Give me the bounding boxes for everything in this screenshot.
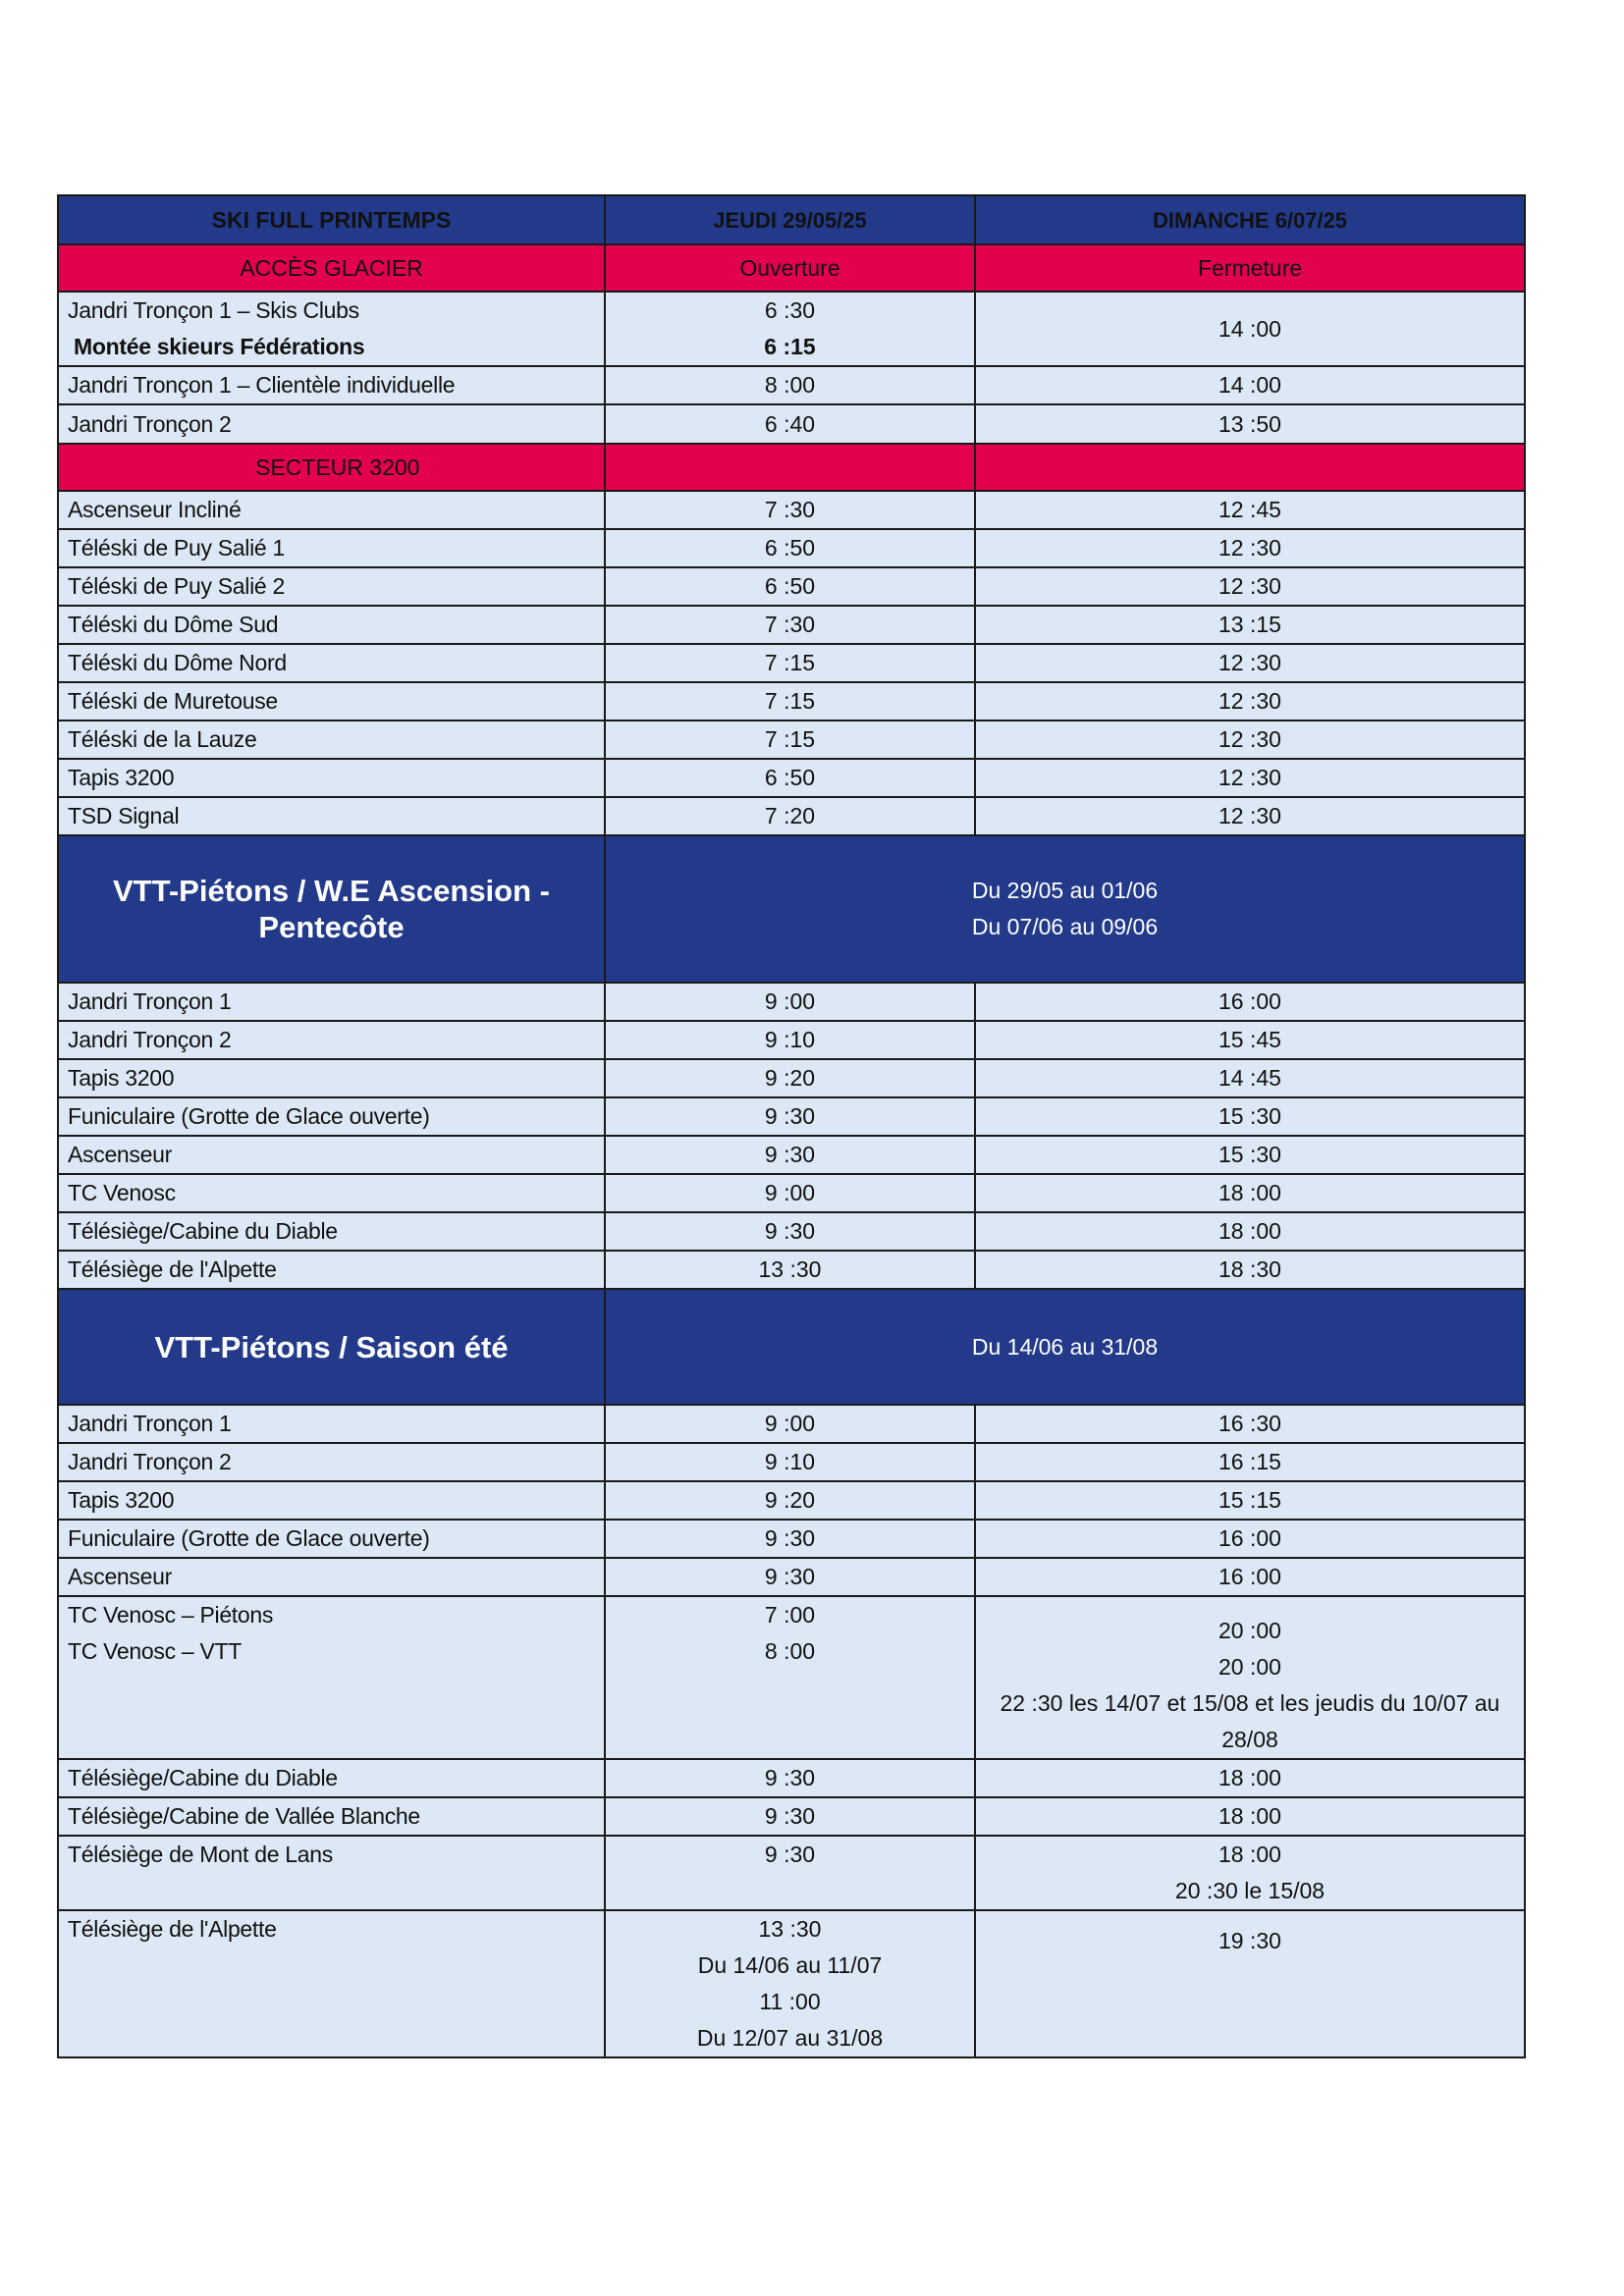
lift-name: TSD Signal <box>58 797 605 835</box>
close-time: 20 :00 <box>1218 1618 1281 1643</box>
ascension-section-title: VTT-Piétons / W.E Ascension - Pentecôte <box>58 835 605 983</box>
lift-name: TC Venosc <box>58 1174 605 1212</box>
lift-name: Télésiège/Cabine de Vallée Blanche <box>58 1797 605 1836</box>
close-time: 12 :30 <box>975 682 1525 721</box>
close-time: 18 :00 <box>1218 1842 1281 1867</box>
table-row <box>58 797 1525 835</box>
lift-name: Ascenseur <box>58 1558 605 1596</box>
open-time-secondary: 11 :00 <box>759 1989 821 2014</box>
table-row <box>58 1797 1525 1836</box>
open-time: 6 :50 <box>605 759 975 797</box>
ascension-range-2: Du 07/06 au 09/06 <box>971 914 1159 939</box>
table-row <box>58 1136 1525 1174</box>
table-row <box>58 1405 1525 1443</box>
lift-name: Ascenseur <box>58 1136 605 1174</box>
open-period: Du 14/06 au 11/07 <box>697 1952 883 1978</box>
open-time: 7 :30 <box>605 606 975 644</box>
open-time: 9 :00 <box>605 1405 975 1443</box>
table-row <box>58 491 1525 529</box>
open-time: 9 :10 <box>605 1443 975 1481</box>
open-period-secondary: Du 12/07 au 31/08 <box>696 2025 884 2051</box>
lift-name: Tapis 3200 <box>58 1059 605 1097</box>
table-row <box>58 292 1525 366</box>
close-time: 18 :00 <box>975 1759 1525 1797</box>
open-time: 9 :00 <box>605 1174 975 1212</box>
lift-name: Funiculaire (Grotte de Glace ouverte) <box>58 1520 605 1558</box>
close-time: 16 :00 <box>975 1558 1525 1596</box>
table-row <box>58 1520 1525 1558</box>
table-row <box>58 1097 1525 1136</box>
open-time: 7 :20 <box>605 797 975 835</box>
close-time: 18 :00 <box>975 1797 1525 1836</box>
table-row <box>58 1251 1525 1289</box>
lift-name: Jandri Tronçon 1 – Skis Clubs <box>68 297 359 323</box>
open-time: 6 :30 <box>764 297 816 323</box>
date-open-header: JEUDI 29/05/25 <box>605 195 975 244</box>
open-time: 7 :15 <box>605 644 975 682</box>
table-title: SKI FULL PRINTEMPS <box>58 195 605 244</box>
close-time: 12 :30 <box>975 797 1525 835</box>
lift-name-secondary: TC Venosc – VTT <box>68 1638 243 1664</box>
lift-name: Télésiège de l'Alpette <box>58 1910 605 2057</box>
lift-name: Téléski de Muretouse <box>58 682 605 721</box>
close-time-note: 22 :30 les 14/07 et 15/08 et les jeudis du 10/07 au 28/08 <box>1000 1690 1500 1752</box>
open-time: 9 :00 <box>605 983 975 1021</box>
ete-section-title: VTT-Piétons / Saison été <box>58 1289 605 1405</box>
schedule-table <box>57 194 1526 2058</box>
open-time: 7 :15 <box>605 721 975 759</box>
table-row <box>58 644 1525 682</box>
lift-name: TC Venosc – Piétons <box>68 1602 274 1628</box>
table-row <box>58 1212 1525 1251</box>
lift-name: Télésiège de l'Alpette <box>58 1251 605 1289</box>
secteur-header-row <box>58 444 1525 491</box>
glacier-section-title: ACCÈS GLACIER <box>58 244 605 292</box>
lift-name-secondary: Montée skieurs Fédérations <box>74 334 365 359</box>
close-time: 12 :30 <box>975 721 1525 759</box>
date-close-header: DIMANCHE 6/07/25 <box>975 195 1525 244</box>
table-row <box>58 1059 1525 1097</box>
open-time: 6 :50 <box>605 567 975 606</box>
open-time-secondary: 6 :15 <box>764 334 816 359</box>
table-row <box>58 366 1525 404</box>
lift-name: Funiculaire (Grotte de Glace ouverte) <box>58 1097 605 1136</box>
table-row <box>58 1174 1525 1212</box>
table-row <box>58 983 1525 1021</box>
close-time: 14 :00 <box>975 366 1525 404</box>
lift-name: Ascenseur Incliné <box>58 491 605 529</box>
ete-header-row <box>58 1289 1525 1405</box>
close-time: 12 :30 <box>975 644 1525 682</box>
close-time: 19 :30 <box>975 1910 1525 2057</box>
close-time: 16 :00 <box>975 983 1525 1021</box>
lift-name: Tapis 3200 <box>58 1481 605 1520</box>
table-row <box>58 606 1525 644</box>
lift-name: Téléski du Dôme Nord <box>58 644 605 682</box>
close-time: 18 :00 <box>975 1174 1525 1212</box>
open-time: 9 :10 <box>605 1021 975 1059</box>
lift-name: Téléski de la Lauze <box>58 721 605 759</box>
lift-name: Jandri Tronçon 1 <box>58 1405 605 1443</box>
close-time: 12 :30 <box>975 529 1525 567</box>
header-row <box>58 195 1525 244</box>
close-time: 16 :15 <box>975 1443 1525 1481</box>
lift-name: Jandri Tronçon 1 – Clientèle individuelle <box>58 366 605 404</box>
table-row <box>58 1558 1525 1596</box>
open-time: 9 :20 <box>605 1059 975 1097</box>
close-time: 15 :30 <box>975 1097 1525 1136</box>
table-row <box>58 1443 1525 1481</box>
table-row <box>58 1481 1525 1520</box>
table-row <box>58 759 1525 797</box>
close-time: 18 :00 <box>975 1212 1525 1251</box>
secteur-section-title: SECTEUR 3200 <box>58 444 605 491</box>
lift-name: Téléski de Puy Salié 1 <box>58 529 605 567</box>
close-time: 16 :30 <box>975 1405 1525 1443</box>
close-time: 15 :45 <box>975 1021 1525 1059</box>
close-time: 13 :15 <box>975 606 1525 644</box>
close-time: 12 :45 <box>975 491 1525 529</box>
table-row <box>58 567 1525 606</box>
ascension-range-1: Du 29/05 au 01/06 <box>971 878 1159 903</box>
table-row <box>58 1021 1525 1059</box>
close-time: 14 :00 <box>975 292 1525 366</box>
close-time: 15 :15 <box>975 1481 1525 1520</box>
open-time: 7 :30 <box>605 491 975 529</box>
ete-range: Du 14/06 au 31/08 <box>605 1289 1525 1405</box>
lift-name: Télésiège/Cabine du Diable <box>58 1212 605 1251</box>
ascension-header-row <box>58 835 1525 983</box>
glacier-header-row <box>58 244 1525 292</box>
close-time: 14 :45 <box>975 1059 1525 1097</box>
table-row <box>58 1596 1525 1759</box>
lift-name: Jandri Tronçon 1 <box>58 983 605 1021</box>
open-time: 9 :30 <box>605 1797 975 1836</box>
open-time: 9 :30 <box>605 1836 975 1910</box>
table-row <box>58 1910 1525 2057</box>
column-open-label: Ouverture <box>605 244 975 292</box>
open-time: 7 :00 <box>764 1602 816 1628</box>
open-time: 9 :30 <box>605 1212 975 1251</box>
close-time: 12 :30 <box>975 759 1525 797</box>
close-time: 15 :30 <box>975 1136 1525 1174</box>
lift-name: Téléski du Dôme Sud <box>58 606 605 644</box>
open-time: 9 :30 <box>605 1558 975 1596</box>
lift-name: Téléski de Puy Salié 2 <box>58 567 605 606</box>
open-time: 9 :30 <box>605 1097 975 1136</box>
close-time-note: 20 :30 le 15/08 <box>1174 1878 1326 1903</box>
lift-name: Jandri Tronçon 2 <box>58 404 605 444</box>
open-time: 6 :50 <box>605 529 975 567</box>
column-close-label: Fermeture <box>975 244 1525 292</box>
table-row <box>58 404 1525 444</box>
table-row <box>58 721 1525 759</box>
lift-name: Télésiège/Cabine du Diable <box>58 1759 605 1797</box>
table-row <box>58 529 1525 567</box>
table-row <box>58 1836 1525 1910</box>
open-time: 9 :30 <box>605 1136 975 1174</box>
open-time: 9 :30 <box>605 1520 975 1558</box>
close-time: 13 :50 <box>975 404 1525 444</box>
lift-name: Jandri Tronçon 2 <box>58 1021 605 1059</box>
open-time: 7 :15 <box>605 682 975 721</box>
close-time-secondary: 20 :00 <box>1218 1654 1281 1680</box>
lift-name: Tapis 3200 <box>58 759 605 797</box>
open-time: 6 :40 <box>605 404 975 444</box>
close-time: 18 :30 <box>975 1251 1525 1289</box>
close-time: 16 :00 <box>975 1520 1525 1558</box>
open-time: 13 :30 <box>605 1251 975 1289</box>
lift-name: Jandri Tronçon 2 <box>58 1443 605 1481</box>
open-time: 9 :30 <box>605 1759 975 1797</box>
close-time: 12 :30 <box>975 567 1525 606</box>
open-time-secondary: 8 :00 <box>764 1638 816 1664</box>
open-time: 13 :30 <box>758 1916 822 1942</box>
table-row <box>58 682 1525 721</box>
open-time: 9 :20 <box>605 1481 975 1520</box>
table-row <box>58 1759 1525 1797</box>
open-time: 8 :00 <box>605 366 975 404</box>
lift-name: Télésiège de Mont de Lans <box>58 1836 605 1910</box>
